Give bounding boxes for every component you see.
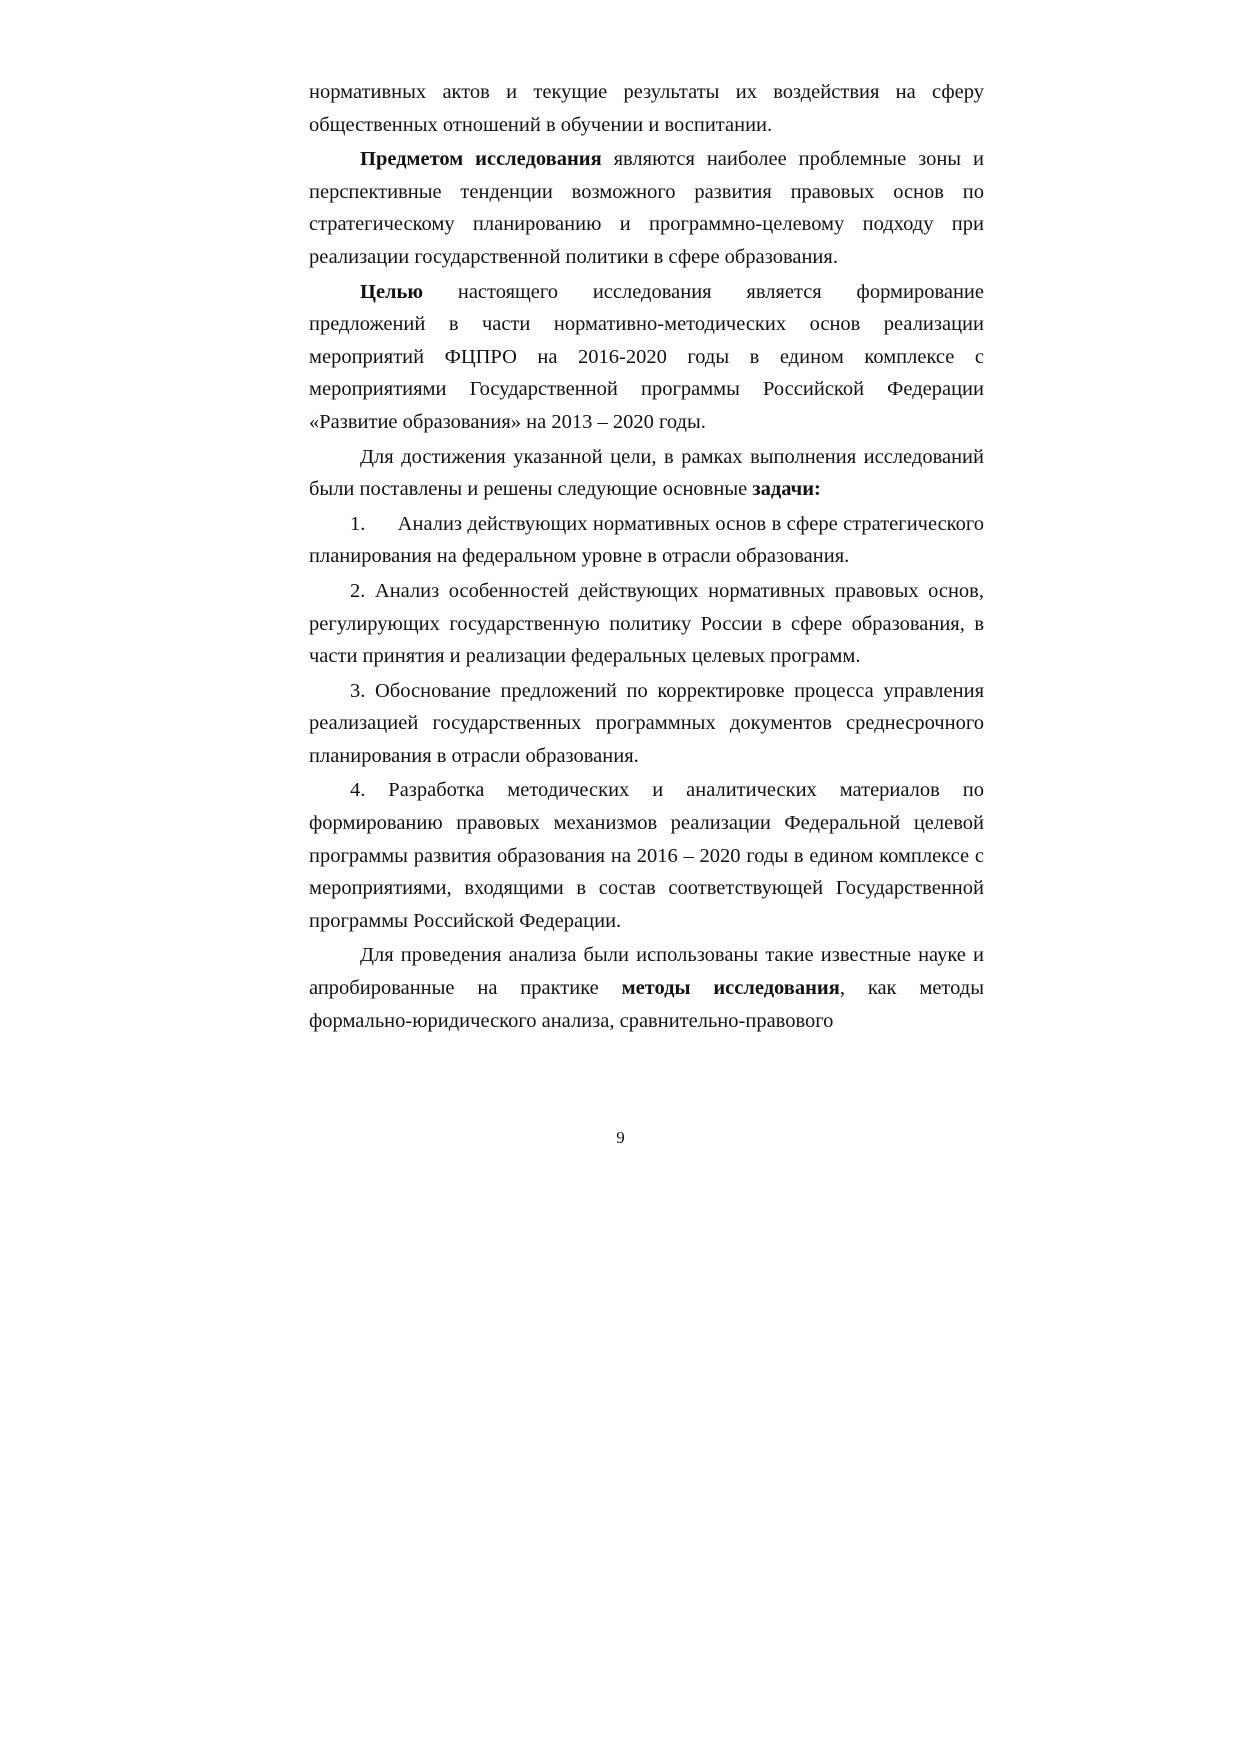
paragraph-continuation: нормативных актов и текущие результаты их воздействия на сферу общественных отношений в обучении и воспитании. [309, 81, 984, 136]
tasks-heading: задачи: [752, 478, 821, 501]
page-number: 9 [616, 1128, 625, 1147]
paragraph-tasks-intro [309, 441, 984, 506]
task-item-4: 4. Разработка методических и аналитических материалов по формированию правовых механизмов реализации Федеральной целевой программы развития образования на 2016 – 2020 годы в едином комплексе с мероприятиями, входящими в состав соответствующей Государственной программы Российской Федерации. [309, 779, 984, 932]
task-item-1: 1. Анализ действующих нормативных основ в сфере стратегического планирования на федеральном уровне в отрасли образования. [309, 512, 984, 568]
paragraph-methods [309, 939, 984, 1037]
subject-heading: Предметом исследования [360, 148, 602, 171]
task-item-3: 3. Обоснование предложений по корректировке процесса управления реализацией государственных программных документов среднесрочного планирования в отрасли образования. [309, 679, 984, 767]
goal-heading: Целью [360, 280, 424, 303]
goal-text: настоящего исследования является формирование предложений в части нормативно-методических основ реализации мероприятий ФЦПРО на 2016-2020 годы в едином комплексе с мероприятиями Государственной программы Российской Федерации «Развитие образования» на 2013 – 2020 годы. [309, 280, 984, 433]
methods-intro-text: Для проведения анализа были использованы такие известные науке и апробированные на практике [309, 944, 984, 1000]
paragraph-subject [309, 143, 984, 273]
paragraph-goal [309, 276, 984, 439]
subject-text: являются наиболее проблемные зоны и перспективные тенденции возможного развития правовых основ по стратегическому планированию и программно-целевому подходу при реализации государственной политики в сфере образования. [309, 148, 984, 268]
task-item-2: 2. Анализ особенностей действующих нормативных правовых основ, регулирующих государственную политику России в сфере образования, в части принятия и реализации федеральных целевых программ. [309, 579, 984, 668]
document-page [309, 76, 984, 1039]
methods-heading: методы исследования [621, 977, 840, 1000]
methods-text: , как методы формально-юридического анализа, сравнительно-правового [309, 977, 984, 1032]
tasks-intro-text: Для достижения указанной цели, в рамках выполнения исследований были поставлены и решены следующие основные [309, 445, 984, 501]
